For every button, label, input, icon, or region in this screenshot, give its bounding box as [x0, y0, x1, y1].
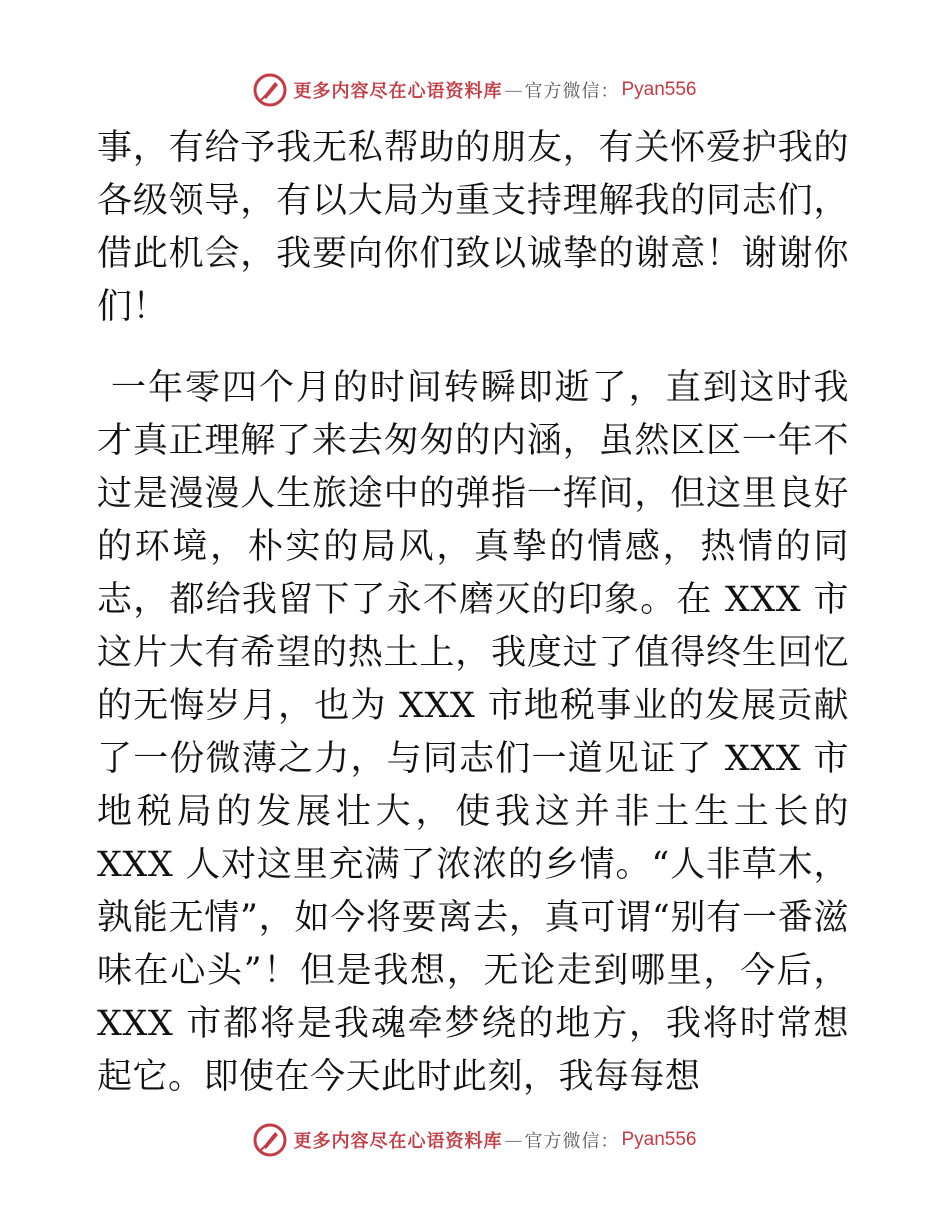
header-brand-text: 更多内容尽在心语资料库	[293, 81, 503, 102]
quill-pen-logo-icon	[253, 1123, 287, 1157]
header-wechat-handle: Pyan556	[621, 79, 697, 100]
footer-wechat-handle: Pyan556	[621, 1129, 697, 1150]
paragraph-2: 一年零四个月的时间转瞬即逝了，直到这时我才真正理解了来去匆匆的内涵，虽然区区一年不过是漫漫人生旅途中的弹指一挥间，但这里良好的环境，朴实的局风，真挚的情感，热情的同志，都给我留下了永不磨灭的印象。在 XXX 市这片大有希望的热土上，我度过了值得终生回忆的无悔岁月，也为 XXX 市地税事业的发展贡献了一份微薄之力，与同志们一道见证了 XXX 市地税局的发展壮大，使我这并非土生土长的 XXX 人对这里充满了浓浓的乡情。“人非草木，孰能无情”，如今将要离去，真可谓“别有一番滋味在心头”！但是我想，无论走到哪里，今后，XXX 市都将是我魂牵梦绕的地方，我将时常想起它。即使在今天此时此刻，我每每想	[97, 368, 849, 1097]
paragraph-1: 事，有给予我无私帮助的朋友，有关怀爱护我的各级领导，有以大局为重支持理解我的同志们，借此机会，我要向你们致以诚挚的谢意！谢谢你们！	[97, 128, 849, 327]
header-banner	[0, 70, 950, 110]
footer-banner	[0, 1120, 950, 1160]
footer-brand-text: 更多内容尽在心语资料库	[293, 1131, 503, 1152]
footer-separator: —	[504, 1129, 523, 1151]
document-body	[97, 122, 849, 1104]
footer-wechat-label: 官方微信：	[524, 1131, 620, 1152]
header-separator: —	[504, 79, 523, 101]
quill-pen-logo-icon	[253, 73, 287, 107]
header-wechat-label: 官方微信：	[524, 81, 620, 102]
